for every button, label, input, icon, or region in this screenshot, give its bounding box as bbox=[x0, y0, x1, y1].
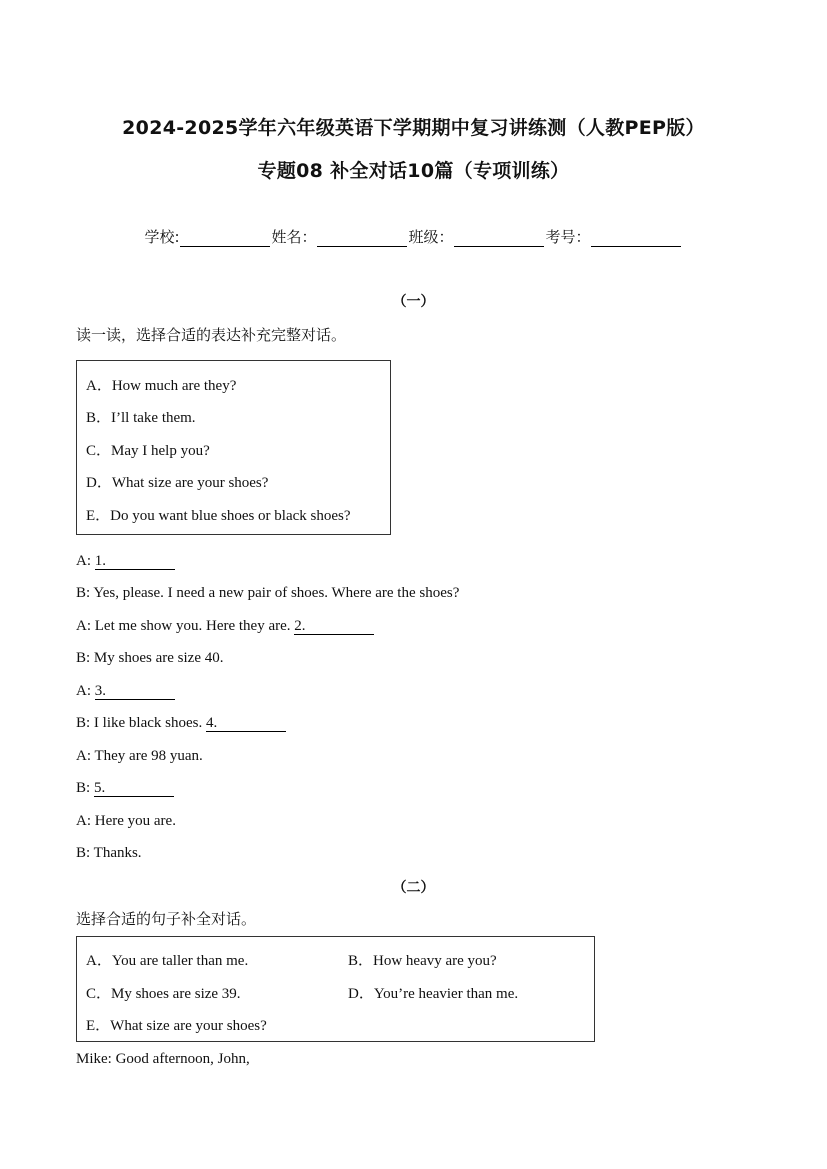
dialogue-text: B: Thanks. bbox=[76, 845, 142, 861]
answer-blank-2[interactable]: 2. bbox=[294, 619, 374, 635]
document-title-line2: 专题08 补全对话10篇（专项训练） bbox=[257, 160, 570, 182]
dialogue-text: B: I like black shoes. bbox=[76, 715, 206, 731]
answer-blank-3[interactable]: 3. bbox=[95, 684, 175, 700]
dialogue-line-3 bbox=[76, 618, 374, 635]
dialogue-text: A: Here you are. bbox=[76, 813, 176, 829]
dialogue-line-9 bbox=[76, 813, 176, 830]
document-title-line1: 2024-2025学年六年级英语下学期期中复习讲练测（人教PEP版） bbox=[122, 117, 705, 139]
section2-options-box bbox=[76, 936, 595, 1042]
dialogue-text: B: My shoes are size 40. bbox=[76, 650, 224, 666]
dialogue-line-7 bbox=[76, 748, 203, 765]
option-c: C．My shoes are size 39. bbox=[86, 986, 241, 1002]
school-blank[interactable] bbox=[180, 230, 270, 247]
option-b: B．How heavy are you? bbox=[348, 953, 497, 969]
option-e: E．What size are your shoes? bbox=[86, 1018, 267, 1034]
option-c: C．May I help you? bbox=[86, 443, 210, 459]
option-a: A．How much are they? bbox=[86, 378, 237, 394]
class-blank[interactable] bbox=[454, 230, 544, 247]
section1-options-box bbox=[76, 360, 391, 535]
dialogue-line-10 bbox=[76, 845, 142, 862]
name-label: 姓名： bbox=[271, 228, 317, 246]
class-label: 班级： bbox=[408, 228, 454, 246]
section1-title: （一） bbox=[392, 294, 435, 310]
option-a: A．You are taller than me. bbox=[86, 953, 249, 969]
dialogue-line-8 bbox=[76, 780, 174, 797]
option-e: E．Do you want blue shoes or black shoes? bbox=[86, 508, 351, 524]
dialogue-line-6 bbox=[76, 715, 286, 732]
dialogue-text: B: bbox=[76, 780, 94, 796]
dialogue-text: A: bbox=[76, 683, 95, 699]
section1-instruction: 读一读，选择合适的表达补充完整对话。 bbox=[76, 326, 347, 344]
section2-title: （二） bbox=[392, 880, 435, 896]
section2-instruction: 选择合适的句子补全对话。 bbox=[76, 910, 257, 928]
answer-blank-5[interactable]: 5. bbox=[94, 781, 174, 797]
dialogue-line-5 bbox=[76, 683, 175, 700]
dialogue-text: A: bbox=[76, 553, 95, 569]
section2-dialogue-line-1: Mike: Good afternoon, John, bbox=[76, 1051, 250, 1067]
dialogue-line-2 bbox=[76, 585, 459, 602]
dialogue-line-4 bbox=[76, 650, 223, 667]
exam-no-blank[interactable] bbox=[591, 230, 681, 247]
exam-no-label: 考号： bbox=[545, 228, 591, 246]
option-b: B．I’ll take them. bbox=[86, 410, 196, 426]
option-d: D．What size are your shoes? bbox=[86, 475, 269, 491]
name-blank[interactable] bbox=[317, 230, 407, 247]
answer-blank-4[interactable]: 4. bbox=[206, 716, 286, 732]
school-label: 学校: bbox=[144, 228, 180, 246]
option-d: D．You’re heavier than me. bbox=[348, 986, 519, 1002]
answer-blank-1[interactable]: 1. bbox=[95, 554, 175, 570]
dialogue-line-1 bbox=[76, 553, 175, 570]
student-info-row bbox=[0, 226, 827, 247]
dialogue-text: B: Yes, please. I need a new pair of shoes. Where are the shoes? bbox=[76, 585, 460, 601]
dialogue-text: A: They are 98 yuan. bbox=[76, 748, 203, 764]
dialogue-text: A: Let me show you. Here they are. bbox=[76, 618, 295, 634]
